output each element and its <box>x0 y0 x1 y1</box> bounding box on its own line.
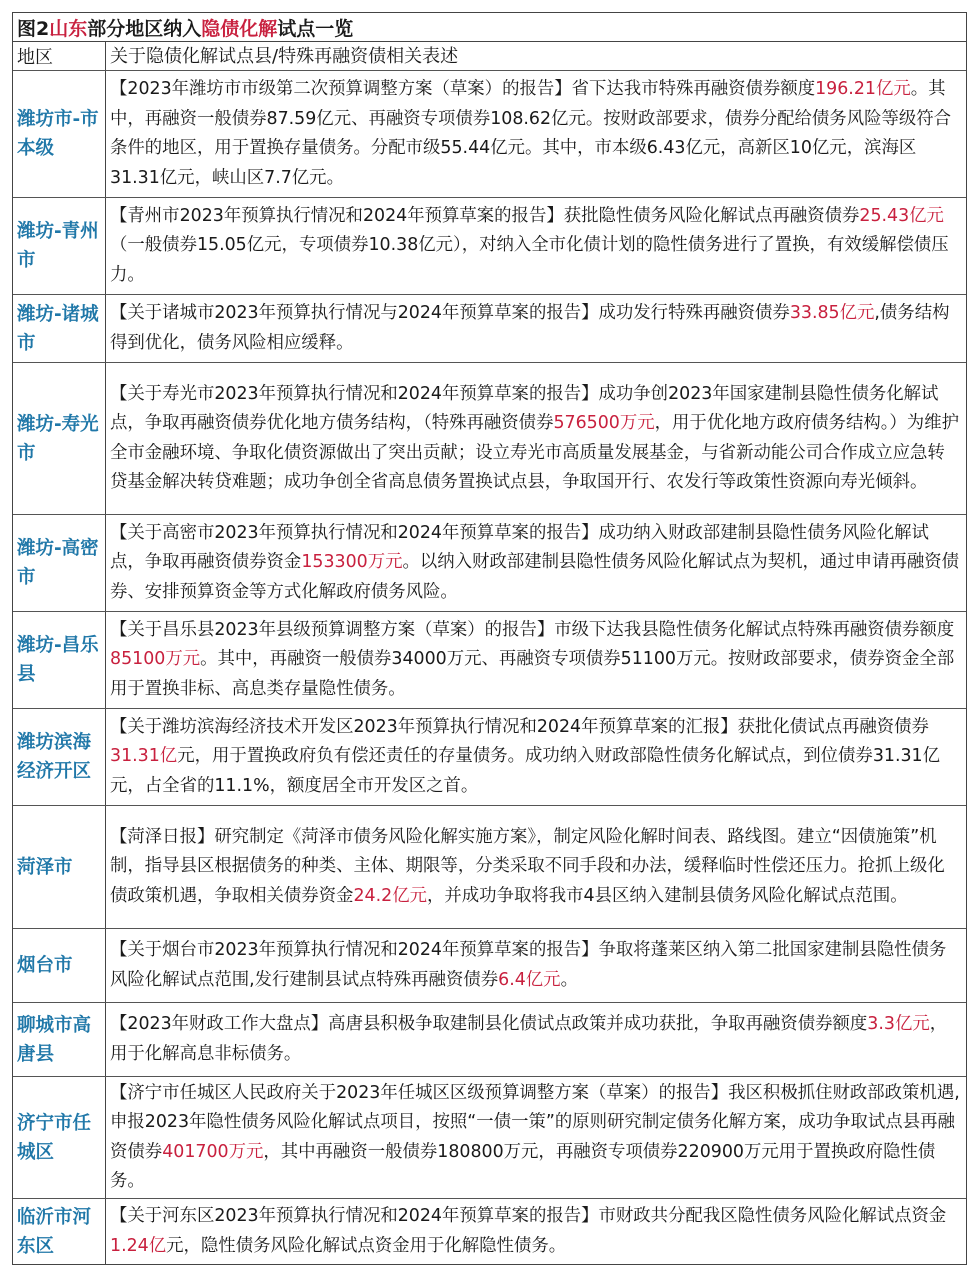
table-row <box>13 1077 966 1199</box>
header-description: 关于隐债化解试点县/特殊再融资债相关表述 <box>110 45 459 67</box>
description-fragment: 【关于高密市2023年预算执行情况和2024年预算草案的报告】成功纳入财政部建制县隐性债务风险化解试点，争取再融资债券资金 <box>110 522 929 573</box>
amount-highlight: 196.21亿元 <box>815 79 911 99</box>
table-row <box>13 612 966 709</box>
amount-highlight: 85100万元 <box>110 649 201 670</box>
description-fragment: 。以纳入财政部建制县隐性债务风险化解试点为契机，通过申请再融资债券、安排预算资金等方式化解政府债务风险。 <box>110 552 959 602</box>
region-cell <box>13 71 106 197</box>
region-cell <box>13 806 106 928</box>
table-row <box>13 71 966 198</box>
header-region: 地区 <box>13 42 106 70</box>
description-fragment: 【关于寿光市2023年预算执行情况和2024年预算草案的报告】成功争创2023年国家建制县隐性债务化解试点，争取再融资债券优化地方债务结构，（特殊再融资债券 <box>110 383 939 433</box>
amount-highlight: 401700万元 <box>162 1141 264 1162</box>
title-suffix: 试点一览 <box>277 17 354 40</box>
region-name: 烟台市 <box>17 955 73 976</box>
table-body <box>13 71 966 1264</box>
description-text <box>110 380 962 498</box>
description-fragment: 。其中，再融资一般债券87.59亿元、再融资专项债券108.62亿元。按财政部要求，债券分配给债务风险等级符合条件的地区，用于置换存量债务。分配市级55.44亿元。其中，市本级6.43亿元，高新区10亿元，滨海区31.31亿元，峡山区7.7亿元。 <box>110 79 952 188</box>
description-text <box>110 75 962 193</box>
region-name: 潍坊滨海经济开区 <box>17 732 92 782</box>
amount-highlight: 6.4亿元 <box>498 969 561 990</box>
region-cell <box>13 295 106 362</box>
title-prefix: 图2 <box>17 17 50 40</box>
title-middle: 部分地区纳入 <box>87 17 202 40</box>
description-fragment: ，并成功争取将我市4县区纳入建制县债务风险化解试点范围。 <box>427 885 908 906</box>
region-name: 潍坊-诸城市 <box>17 303 99 354</box>
description-fragment: 【青州市2023年预算执行情况和2024年预算草案的报告】获批隐性债务风险化解试点再融资债券 <box>110 205 860 226</box>
region-cell <box>13 929 106 1002</box>
region-cell <box>13 515 106 611</box>
description-fragment: 。 <box>560 969 578 990</box>
region-name: 潍坊-高密市 <box>17 538 99 588</box>
amount-highlight: 153300万元 <box>301 552 403 573</box>
description-fragment: ,债务结构得到优化，债务风险相应缓释。 <box>110 303 950 353</box>
description-fragment: ，其中再融资一般债券180800万元，再融资专项债券220900万元用于置换政府隐性债务。 <box>110 1141 936 1191</box>
description-text <box>110 519 962 608</box>
region-name: 济宁市任城区 <box>17 1112 92 1163</box>
table-row <box>13 515 966 612</box>
description-text <box>110 713 962 802</box>
table-row <box>13 929 966 1003</box>
table-row <box>13 198 966 295</box>
region-cell <box>13 1003 106 1076</box>
region-cell <box>13 709 106 805</box>
description-cell <box>106 198 966 294</box>
region-name: 潍坊-寿光市 <box>17 413 99 464</box>
description-text <box>110 202 962 291</box>
amount-highlight: 576500万元 <box>553 413 655 433</box>
region-cell <box>13 1199 106 1264</box>
title-highlight-topic: 隐债化解 <box>201 17 278 40</box>
description-cell <box>106 295 966 362</box>
description-text <box>110 936 962 995</box>
table-title <box>13 13 966 42</box>
amount-highlight: 31.31亿 <box>110 746 178 767</box>
table-row <box>13 295 966 363</box>
region-cell <box>13 198 106 294</box>
description-text <box>110 1079 962 1197</box>
amount-highlight: 25.43亿元 <box>859 205 944 226</box>
description-cell <box>106 1077 966 1198</box>
description-cell <box>106 515 966 611</box>
amount-highlight: 33.85亿元 <box>789 303 875 323</box>
amount-highlight: 3.3亿元 <box>867 1014 930 1034</box>
description-cell <box>106 1199 966 1264</box>
description-cell <box>106 71 966 197</box>
description-text <box>110 1010 962 1069</box>
description-text <box>110 616 962 705</box>
description-fragment: 【关于诸城市2023年预算执行情况与2024年预算草案的报告】成功发行特殊再融资债券 <box>110 303 790 323</box>
pilot-table <box>12 12 967 1265</box>
description-fragment: （一般债券15.05亿元，专项债券10.38亿元），对纳入全市化债计划的隐性债务进行了置换，有效缓解偿债压力。 <box>110 235 949 285</box>
table-row <box>13 806 966 929</box>
description-fragment: 元，用于置换政府负有偿还责任的存量债务。成功纳入财政部隐性债务化解试点，到位债券31.31亿元，占全省的11.1%，额度居全市开发区之首。 <box>110 746 940 796</box>
description-fragment: 【关于昌乐县2023年县级预算调整方案（草案）的报告】市级下达我县隐性债务化解试点特殊再融资债券额度 <box>110 619 955 640</box>
description-cell <box>106 1003 966 1076</box>
amount-highlight: 1.24亿 <box>110 1235 167 1256</box>
description-cell <box>106 806 966 928</box>
region-name: 临沂市河东区 <box>17 1206 92 1257</box>
table-row <box>13 709 966 806</box>
amount-highlight: 24.2亿元 <box>353 885 427 906</box>
description-cell <box>106 709 966 805</box>
description-fragment: 【菏泽日报】研究制定《菏泽市债务风险化解实施方案》，制定风险化解时间表、路线图。建立“因债施策”机制，指导县区根据债务的种类、主体、期限等，分类采取不同手段和办法，缓释临时性偿还压力。抢抓上级化债政策机遇，争取相关债券资金 <box>110 826 945 906</box>
description-fragment: 【关于河东区2023年预算执行情况和2024年预算草案的报告】市财政共分配我区隐性债务风险化解试点资金 <box>110 1206 947 1226</box>
description-text <box>110 823 962 912</box>
region-cell <box>13 363 106 514</box>
title-highlight-province: 山东 <box>49 17 88 40</box>
region-name: 潍坊-昌乐县 <box>17 635 99 685</box>
description-fragment: 【济宁市任城区人民政府关于2023年任城区区级预算调整方案（草案）的报告】我区积极抓住财政部政策机遇,申报2023年隐性债务风险化解试点项目，按照“一债一策”的原则研究制定债务化解方案，成功争取试点县再融资债券 <box>110 1082 960 1162</box>
table-row <box>13 1003 966 1077</box>
description-fragment: ，用于优化地方政府债务结构。）为维护全市金融环境、争取化债资源做出了突出贡献；设立寿光市高质量发展基金，与省新动能公司合作成立应急转贷基金解决转贷难题；成功争创全省高息债务置换试点县，争取国开行、农发行等政策性资源向寿光倾斜。 <box>110 413 959 492</box>
description-text <box>110 299 962 358</box>
description-cell <box>106 929 966 1002</box>
description-fragment: 。其中，再融资一般债券34000万元、再融资专项债券51100万元。按财政部要求，债券资金全部用于置换非标、高息类存量隐性债务。 <box>110 649 955 699</box>
description-cell <box>106 363 966 514</box>
region-name: 潍坊-青州市 <box>17 221 99 271</box>
description-fragment: ，用于化解高息非标债务。 <box>110 1014 948 1064</box>
description-fragment: 【关于烟台市2023年预算执行情况和2024年预算草案的报告】争取将蓬莱区纳入第二批国家建制县隐性债务风险化解试点范围,发行建制县试点特殊再融资债券 <box>110 940 947 990</box>
table-row <box>13 1199 966 1264</box>
description-text <box>110 1202 962 1261</box>
description-cell <box>106 612 966 708</box>
description-fragment: 【2023年潍坊市市级第二次预算调整方案（草案）的报告】省下达我市特殊再融资债券额度 <box>110 79 816 99</box>
region-name: 菏泽市 <box>17 856 73 878</box>
table-row <box>13 363 966 515</box>
table-header-row <box>13 42 966 71</box>
description-fragment: 【2023年财政工作大盘点】高唐县积极争取建制县化债试点政策并成功获批，争取再融资债券额度 <box>110 1014 868 1034</box>
region-name: 潍坊市-市本级 <box>17 109 99 159</box>
region-cell <box>13 1077 106 1198</box>
description-fragment: 【关于潍坊滨海经济技术开发区2023年预算执行情况和2024年预算草案的汇报】获批化债试点再融资债券 <box>110 716 929 737</box>
description-fragment: 元，隐性债务风险化解试点资金用于化解隐性债务。 <box>166 1235 567 1256</box>
region-cell <box>13 612 106 708</box>
region-name: 聊城市高唐县 <box>17 1014 92 1065</box>
